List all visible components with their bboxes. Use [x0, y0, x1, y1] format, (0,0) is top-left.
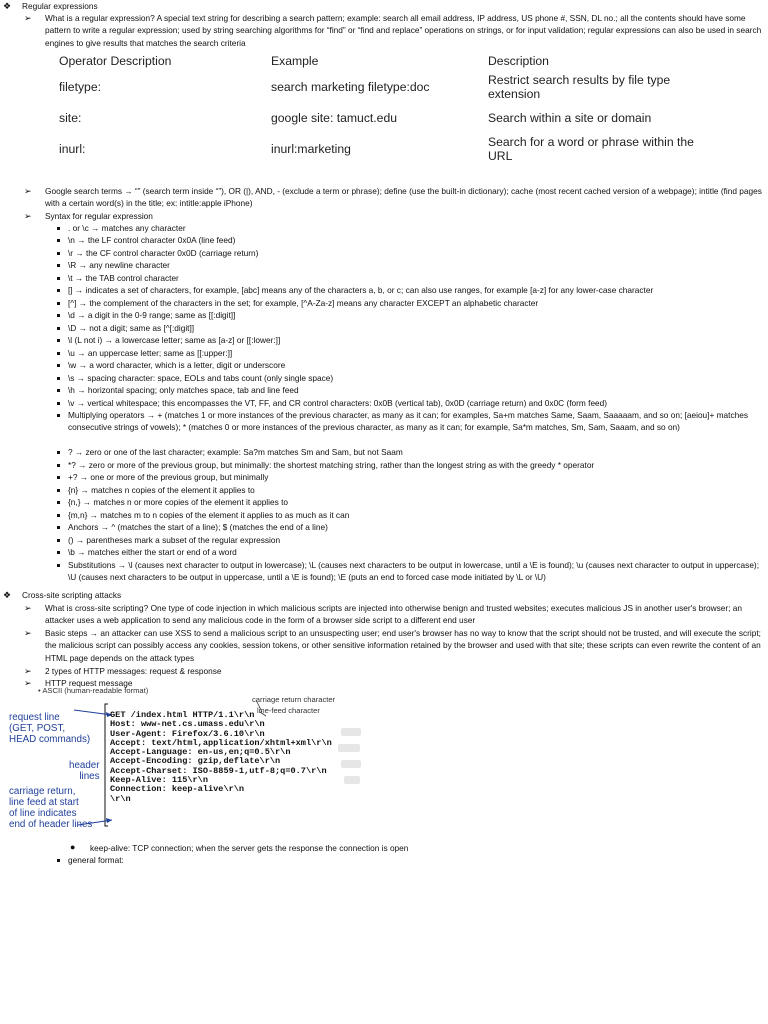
list-item: \l (L not i) → a lowercase letter; same as [a-z] or [[:lower:]] [68, 335, 281, 345]
list-item: ? → zero or one of the last character; example: Sa?m matches Sm and Sam, but not Saam [68, 447, 403, 457]
table-row [53, 133, 723, 164]
search-operators-table [53, 51, 723, 164]
list-item: *? → zero or more of the previous group, but minimally: the shortest matching string, rather than the longest string as with the greedy * operator [68, 460, 595, 470]
square-bullet-icon [57, 539, 60, 542]
table-cell: Search for a word or phrase within the URL [488, 134, 694, 163]
list-item: [^] → the complement of the characters in the set; for example, [^A-Za-z] means any character EXCEPT an alphabetic character [68, 298, 539, 308]
keepalive-note: keep-alive: TCP connection; when the server gets the response the connection is open [90, 843, 409, 853]
table-header-cell: Description [488, 54, 549, 68]
list-item: \n → the LF control character 0x0A (line feed) [68, 235, 236, 245]
square-bullet-icon [57, 264, 60, 267]
list-item: [] → indicates a set of characters, for example, [abc] means any of the characters a, b, or c; can also use ranges, for example [a-z] for any lower-case character [68, 285, 654, 295]
list-item: \s → spacing character: space, EOLs and tabs count (only single space) [68, 373, 334, 383]
arrow-bullet-icon: ➢ [24, 13, 32, 23]
crlf-label: carriage return, line feed at start of line indicates end of header lines [9, 786, 93, 830]
list-item: . or \c → matches any character [68, 223, 186, 233]
list-item: +? → one or more of the previous group, but minimally [68, 472, 269, 482]
list-item: {m,n} → matches m to n copies of the element it applies to as much as it can [68, 510, 350, 520]
round-bullet-icon: ● [70, 842, 76, 852]
square-bullet-icon [57, 339, 60, 342]
square-bullet-icon [57, 314, 60, 317]
table-cell: inurl: [59, 141, 86, 156]
square-bullet-icon [57, 514, 60, 517]
square-bullet-icon [57, 377, 60, 380]
list-item: \w → a word character, which is a letter, digit or underscore [68, 360, 286, 370]
cr-label: carriage return character [252, 695, 336, 704]
google-search-terms: Google search terms → “” (search term inside “”), OR (|), AND, - (exclude a term or phrase); define (use the built-in dictionary); cache (most recent cached version of a webpage); intitle (find pages with a certain word(s) in the title; ex: intitle:apple iPhone) [45, 186, 762, 209]
arrow-bullet-icon: ➢ [24, 603, 32, 613]
square-bullet-icon [57, 302, 60, 305]
xss-basic-steps: Basic steps → an attacker can use XSS to send a malicious script to an unsuspecting user; end user's browser has no way to know that the script should not be trusted, and will execute the script; the malicious script can possibly access any cookies, session tokens, or other sensitive information retained by the browser and used with that site; these scripts can even rewrite the content of an HTML page depends on the attack types [45, 628, 761, 663]
list-item: \b → matches either the start or end of a word [68, 547, 237, 557]
arrow-bullet-icon: ➢ [24, 186, 32, 196]
code-line: Connection: keep-alive\r\n [110, 784, 245, 795]
square-bullet-icon [57, 476, 60, 479]
square-bullet-icon [57, 252, 60, 255]
code-line: Accept-Encoding: gzip,deflate\r\n [110, 756, 281, 767]
square-bullet-icon [57, 227, 60, 230]
list-item: \D → not a digit; same as [^[:digit]] [68, 323, 195, 333]
square-bullet-icon [57, 551, 60, 554]
square-bullet-icon [57, 364, 60, 367]
square-bullet-icon [57, 489, 60, 492]
list-item: \R → any newline character [68, 260, 170, 270]
square-bullet-icon [57, 526, 60, 529]
table-cell: search marketing filetype:doc [271, 79, 430, 94]
code-line: \r\n [110, 793, 131, 804]
square-bullet-icon [57, 327, 60, 330]
table-cell: inurl:marketing [271, 141, 351, 156]
code-line: Host: www-net.cs.umass.edu\r\n [110, 719, 265, 730]
square-bullet-icon [57, 501, 60, 504]
square-bullet-icon [57, 277, 60, 280]
table-cell: Restrict search results by file type extension [488, 72, 671, 101]
arrow-bullet-icon: ➢ [24, 666, 32, 676]
general-format: general format: [68, 855, 124, 865]
diamond-bullet-icon: ❖ [3, 1, 12, 11]
table-cell: Search within a site or domain [488, 110, 652, 125]
square-bullet-icon [57, 239, 60, 242]
table-row [53, 71, 723, 102]
list-item: \d → a digit in the 0-9 range; same as [[:digit]] [68, 310, 236, 320]
section-title-regex: Regular expressions [22, 1, 98, 11]
code-line: Keep-Alive: 115\r\n [110, 775, 208, 786]
code-line: GET /index.html HTTP/1.1\r\n [110, 710, 255, 720]
http-message-types: 2 types of HTTP messages: request & response [45, 666, 222, 676]
header-lines-label: header lines [69, 760, 100, 782]
table-header-cell: Operator Description [59, 54, 172, 68]
square-bullet-icon [57, 859, 60, 862]
list-item: {n} → matches n copies of the element it applies to [68, 485, 255, 495]
request-line-label: request line (GET, POST, HEAD commands) [9, 712, 91, 745]
ascii-label: • ASCII (human-readable format) [38, 686, 149, 695]
diamond-bullet-icon: ❖ [3, 590, 12, 600]
http-request-message: HTTP request message [45, 678, 133, 688]
square-bullet-icon [57, 352, 60, 355]
table-cell: site: [59, 110, 82, 125]
list-item: Anchors → ^ (matches the start of a line); $ (matches the end of a line) [68, 522, 328, 532]
arrow-bullet-icon: ➢ [24, 628, 32, 638]
square-bullet-icon [57, 414, 60, 417]
xss-what: What is cross-site scripting? One type of code injection in which malicious scripts are injected into otherwise benign and trusted websites; executes malicious JS in another user's browser; an attacker uses a web application to send any malicious code in the form of a browser side script to a different end user [45, 603, 743, 626]
arrow-bullet-icon: ➢ [24, 678, 32, 688]
code-line: Accept-Language: en-us,en;q=0.5\r\n [110, 747, 291, 758]
http-request-code [110, 711, 332, 804]
regex-intro: What is a regular expression? A special text string for describing a search pattern; example: search all email address, IP address, US phone #, SSN, DL no.; all the contents should have some pattern to write a regular expression; used by string searching algorithms for “find” or “find and replace” operations on strings, or for input validation; regular expressions can also be used in search engines to give results that matches the search criteria [45, 13, 762, 48]
square-bullet-icon [57, 564, 60, 567]
code-line: Accept: text/html,application/xhtml+xml\r\n [110, 737, 332, 748]
http-request-figure [8, 686, 364, 832]
square-bullet-icon [57, 402, 60, 405]
square-bullet-icon [57, 289, 60, 292]
table-cell: filetype: [59, 79, 102, 94]
list-item: \r → the CF control character 0x0D (carriage return) [68, 248, 259, 258]
syntax-title: Syntax for regular expression [45, 211, 153, 221]
table-header-cell: Example [271, 54, 319, 68]
table-cell: google site: tamuct.edu [271, 110, 398, 125]
list-item: \u → an uppercase letter; same as [[:upper:]] [68, 348, 233, 358]
lf-label: line-feed character [257, 706, 320, 715]
list-item: Substitutions → \l (causes next character to output in lowercase); \L (causes next characters to be output in lowercase, until a \E is found); \u (causes next character to output in uppercase); \U (causes next characters to be output in uppercase, until a \E is found); \E (puts an end to forced case mode initiated by \L or \U) [68, 560, 759, 583]
list-item: \t → the TAB control character [68, 273, 179, 283]
code-line: User-Agent: Firefox/3.6.10\r\n [110, 728, 265, 739]
table-row [53, 102, 723, 133]
code-line: Accept-Charset: ISO-8859-1,utf-8;q=0.7\r\n [110, 765, 327, 776]
list-item: {n,} → matches n or more copies of the element it applies to [68, 497, 288, 507]
section-title-xss: Cross-site scripting attacks [22, 590, 122, 600]
square-bullet-icon [57, 464, 60, 467]
square-bullet-icon [57, 389, 60, 392]
list-item: \h → horizontal spacing; only matches space, tab and line feed [68, 385, 299, 395]
arrow-bullet-icon: ➢ [24, 211, 32, 221]
square-bullet-icon [57, 451, 60, 454]
list-item: Multiplying operators → + (matches 1 or more instances of the previous character, as many as it can; for examples, Sa+m matches Same, Saam, Saaaaam, and so on; [aeiou]+ matches consecutive strings of vowels); * (matches 0 or more instances of the previous character, as many as it can; for example, Sa*m matches, Sm, Sam, Saaam, and so on) [68, 410, 748, 433]
list-item: () → parentheses mark a subset of the regular expression [68, 535, 281, 545]
list-item: \v → vertical whitespace; this encompasses the VT, FF, and CR control characters: 0x0B (vertical tab), 0x0D (carriage return) and 0x0C (form feed) [68, 398, 608, 408]
